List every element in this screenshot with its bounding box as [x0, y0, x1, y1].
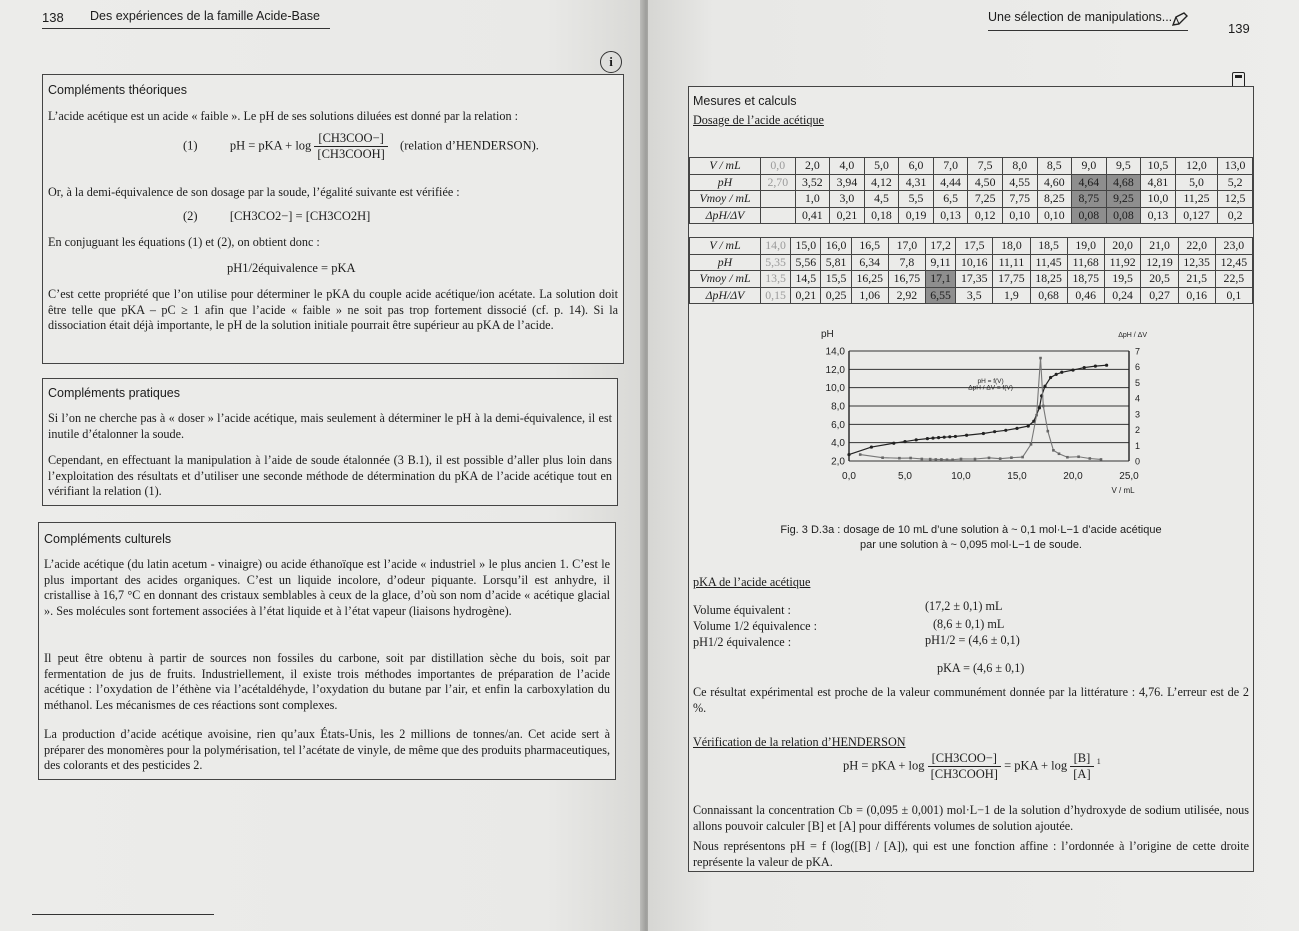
- table-cell: 12,19: [1141, 254, 1178, 271]
- section-title: Dosage de l’acide acétique: [693, 113, 824, 127]
- series-ph-point: [937, 436, 940, 439]
- table-cell: 3,94: [830, 174, 865, 191]
- table-cell: 16,0: [821, 238, 851, 255]
- table-cell: 0,10: [1002, 207, 1037, 224]
- left-page: [0, 0, 644, 931]
- figure-caption: [709, 523, 1233, 553]
- table-cell: 4,55: [1002, 174, 1037, 191]
- table-cell: 7,25: [968, 191, 1003, 208]
- table-cell: 19,5: [1104, 271, 1141, 288]
- table-cell: 22,5: [1215, 271, 1252, 288]
- value-ph-half: pH1/2 = (4,6 ± 0,1): [925, 633, 1020, 647]
- table-cell: 14,0: [761, 238, 791, 255]
- table-cell: 14,5: [791, 271, 821, 288]
- table-cell: 5,35: [761, 254, 791, 271]
- table-cell: 0,46: [1067, 287, 1104, 304]
- table-cell: 0,1: [1215, 287, 1252, 304]
- series-derivative-point: [999, 457, 1002, 460]
- paragraph: La production d’acide acétique avoisine, rien qu’aux États-Unis, les 2 millions de tonnes/an. Cet acide sert à préparer des monomères pour la polymérisation, tel l’acétate de vinyle, de même que des produits pharmaceutiques, des colorants et des pesticides 2.: [44, 727, 610, 772]
- x-tick-label: 25,0: [1119, 471, 1139, 482]
- label-ph-half: pH1/2 équivalence :: [693, 635, 792, 649]
- paragraph: C’est cette propriété que l’on utilise pour déterminer le pKA du couple acide acétique/ion acétate. La solution doit être telle que pKA – pC ≥ 1 afin que l’acide « faible » ne soit pas trop fortement dissocié (cf. p. 14). Si la dissociation était déjà importante, le pH de la solution initiale pourrait être supérieur au pKA de l’acide.: [48, 287, 618, 332]
- series-ph-point: [1083, 366, 1086, 369]
- box-complements-culturels: [38, 522, 616, 780]
- table-cell: 1,06: [851, 287, 888, 304]
- table-cell: 17,2: [925, 238, 955, 255]
- caption-line-1: Fig. 3 D.3a : dosage de 10 mL d’une solution à ~ 0,1 mol·L−1 d’acide acétique: [780, 524, 1162, 536]
- table-cell: 8,5: [1037, 158, 1072, 175]
- table-cell: 18,0: [993, 238, 1030, 255]
- table-row: [690, 254, 1253, 271]
- series-derivative-point: [951, 458, 954, 461]
- table-cell: 0,127: [1175, 207, 1218, 224]
- table-cell: 8,75: [1072, 191, 1107, 208]
- equation-fraction: [928, 751, 1001, 782]
- table-cell: 4,5: [864, 191, 899, 208]
- table-cell: 21,0: [1141, 238, 1178, 255]
- table-cell: 13,0: [1218, 158, 1253, 175]
- series-ph-point: [892, 442, 895, 445]
- right-page-number: 139: [1228, 21, 1250, 36]
- section-title: pKA de l’acide acétique: [693, 575, 811, 589]
- paragraph: Or, à la demi-équivalence de son dosage par la soude, l’égalité suivante est vérifiée :: [48, 185, 460, 199]
- series-derivative-point: [1100, 458, 1103, 461]
- series-derivative-line: [860, 358, 1101, 460]
- y2-tick-label: 1: [1135, 440, 1141, 451]
- series-ph-point: [1060, 371, 1063, 374]
- equation-numerator: [CH3COO−]: [314, 131, 387, 147]
- equation-denominator-2: [A]: [1073, 767, 1091, 781]
- table-cell: 5,0: [1175, 174, 1218, 191]
- box-title: Compléments théoriques: [48, 83, 187, 97]
- table-cell: 17,75: [993, 271, 1030, 288]
- right-header-rule: [988, 30, 1188, 31]
- table-cell: 5,2: [1218, 174, 1253, 191]
- table-cell: 20,0: [1104, 238, 1141, 255]
- table-cell: 9,5: [1106, 158, 1141, 175]
- series-derivative-point: [960, 458, 963, 461]
- x-axis-title: V / mL: [1111, 486, 1135, 495]
- table-cell: 4,60: [1037, 174, 1072, 191]
- paragraph: En conjuguant les équations (1) et (2), on obtient donc :: [48, 235, 320, 249]
- box-title: Mesures et calculs: [693, 94, 797, 108]
- table-cell: 12,5: [1218, 191, 1253, 208]
- series-ph-point: [870, 445, 873, 448]
- table-cell: 3,5: [956, 287, 993, 304]
- equation-fraction-2: [1070, 751, 1093, 782]
- table-cell: 23,0: [1215, 238, 1252, 255]
- series-ph-point: [954, 435, 957, 438]
- table-cell: 0,12: [968, 207, 1003, 224]
- table-cell: 0,13: [1141, 207, 1176, 224]
- series-ph-point: [926, 437, 929, 440]
- y2-tick-label: 3: [1135, 409, 1141, 420]
- series-ph-point: [943, 436, 946, 439]
- table-cell: 4,68: [1106, 174, 1141, 191]
- y2-tick-label: 2: [1135, 425, 1141, 436]
- series-derivative-point: [1042, 405, 1045, 408]
- box-mesures-et-calculs: [688, 86, 1254, 872]
- table-cell: 20,5: [1141, 271, 1178, 288]
- table-cell: 15,0: [791, 238, 821, 255]
- series-ph-point: [993, 430, 996, 433]
- table-cell: 10,16: [956, 254, 993, 271]
- paragraph: L’acide acétique est un acide « faible ». Le pH de ses solutions diluées est donné par la relation :: [48, 109, 518, 123]
- row-header: Vmoy / mL: [690, 271, 761, 288]
- series-ph-point: [903, 440, 906, 443]
- table-row: [690, 271, 1253, 288]
- series-ph-point: [915, 438, 918, 441]
- value-volume-equivalent: (17,2 ± 0,1) mL: [925, 599, 1003, 613]
- table-row: [690, 158, 1253, 175]
- box-title: Compléments pratiques: [48, 386, 181, 400]
- left-header-rule: [42, 28, 330, 29]
- table-cell: 0,27: [1141, 287, 1178, 304]
- legend-entry: ΔpH / ΔV = f(V): [968, 384, 1013, 392]
- series-derivative-point: [881, 456, 884, 459]
- equation-half-equivalence: [183, 209, 370, 224]
- equation-note: (relation d’HENDERSON).: [400, 138, 539, 153]
- paragraph: L’acide acétique (du latin acetum - vinaigre) ou acide éthanoïque est l’acide « industriel » le plus ancien 1. C’est le plus important des acides organiques. C’est un liquide incolore, d’odeur piquante. Lorsqu’il est anhydre, il cristallise à 16,7 °C en donnant des cristaux semblables à ceux de la glace, d’où son nom d’acide « acétique glacial ». Ses molécules sont fortement associées à l’état liquide et à l’état vapeur (liaisons hydrogène).: [44, 557, 610, 618]
- series-derivative-point: [1021, 456, 1024, 459]
- table-row: [690, 238, 1253, 255]
- table-cell: 18,25: [1030, 271, 1067, 288]
- series-derivative-point: [1066, 456, 1069, 459]
- series-ph-point: [847, 453, 850, 456]
- table-cell: 7,75: [1002, 191, 1037, 208]
- series-derivative-point: [1010, 456, 1013, 459]
- titration-chart: [799, 321, 1149, 501]
- table-cell: 17,35: [956, 271, 993, 288]
- y-axis-title: pH: [821, 329, 834, 340]
- series-ph-point: [931, 436, 934, 439]
- left-running-title: Des expériences de la famille Acide-Base: [90, 9, 320, 23]
- equation-left: pH = pKA + log: [843, 758, 925, 773]
- table-cell: [761, 191, 796, 208]
- paragraph: Si l’on ne cherche pas à « doser » l’acide acétique, mais seulement à déterminer le pH à la demi-équivalence, il est inutile d’étalonner la soude.: [48, 411, 612, 441]
- table-cell: 2,0: [795, 158, 830, 175]
- series-ph-point: [1105, 364, 1108, 367]
- table-cell: 7,8: [888, 254, 925, 271]
- table-cell: 16,5: [851, 238, 888, 255]
- table-cell: 5,81: [821, 254, 851, 271]
- series-ph-point: [1027, 424, 1030, 427]
- table-cell: 7,5: [968, 158, 1003, 175]
- table-row: [690, 207, 1253, 224]
- table-cell: 17,0: [888, 238, 925, 255]
- series-ph-point: [982, 432, 985, 435]
- equation-denominator: [CH3COOH]: [317, 147, 385, 161]
- y2-tick-label: 7: [1135, 346, 1141, 357]
- table-cell: 11,45: [1030, 254, 1067, 271]
- table-cell: 6,34: [851, 254, 888, 271]
- table-cell: 4,44: [933, 174, 968, 191]
- series-ph-point: [1049, 376, 1052, 379]
- table-cell: 19,0: [1067, 238, 1104, 255]
- table-cell: 8,0: [1002, 158, 1037, 175]
- table-cell: 10,5: [1141, 158, 1176, 175]
- table-cell: 0,18: [864, 207, 899, 224]
- equation-pka: pH1/2équivalence = pKA: [227, 261, 356, 275]
- equation-denominator: [CH3COOH]: [930, 767, 998, 781]
- table-cell: 16,25: [851, 271, 888, 288]
- series-derivative-point: [1047, 430, 1050, 433]
- table-cell: 12,0: [1175, 158, 1218, 175]
- equation-numerator: [CH3COO−]: [928, 751, 1001, 767]
- right-running-title: Une sélection de manipulations...: [988, 10, 1173, 24]
- table-cell: 6,5: [933, 191, 968, 208]
- value-volume-half: (8,6 ± 0,1) mL: [933, 617, 1005, 631]
- series-derivative-point: [1052, 449, 1055, 452]
- y-tick-label: 6,0: [831, 419, 845, 431]
- table-titration-1: [689, 157, 1253, 224]
- table-cell: 1,0: [795, 191, 830, 208]
- paragraph-representation: Nous représentons pH = f (log([B] / [A]), qui est une fonction affine : l’ordonnée à l’origine de cette droite représente la valeur de pKA.: [693, 839, 1249, 869]
- table-cell: [761, 207, 796, 224]
- equation-label: (1): [183, 138, 198, 153]
- table-row: [690, 191, 1253, 208]
- table-cell: 0,41: [795, 207, 830, 224]
- table-cell: 15,5: [821, 271, 851, 288]
- table-cell: 5,5: [899, 191, 934, 208]
- series-ph-point: [1038, 406, 1041, 409]
- table-cell: 0,08: [1106, 207, 1141, 224]
- series-ph-point: [1015, 427, 1018, 430]
- footnote-rule: [32, 914, 214, 915]
- table-cell: 17,5: [956, 238, 993, 255]
- series-derivative-point: [935, 458, 938, 461]
- right-page: [648, 0, 1299, 931]
- table-cell: 0,13: [933, 207, 968, 224]
- table-cell: 1,9: [993, 287, 1030, 304]
- series-derivative-point: [940, 458, 943, 461]
- table-cell: 0,21: [791, 287, 821, 304]
- equation-middle: = pKA + log: [1004, 758, 1068, 773]
- series-derivative-point: [988, 457, 991, 460]
- series-derivative-point: [921, 458, 924, 461]
- row-header: ΔpH/ΔV: [690, 287, 761, 304]
- table-cell: 13,5: [761, 271, 791, 288]
- row-header: ΔpH/ΔV: [690, 207, 761, 224]
- series-ph-point: [1043, 385, 1046, 388]
- row-header: V / mL: [690, 158, 761, 175]
- table-cell: 0,2: [1218, 207, 1253, 224]
- table-cell: 11,68: [1067, 254, 1104, 271]
- series-ph-point: [965, 434, 968, 437]
- left-page-number: 138: [42, 10, 64, 25]
- table-cell: 12,35: [1178, 254, 1215, 271]
- table-cell: 0,10: [1037, 207, 1072, 224]
- pencil-icon: [1172, 12, 1188, 26]
- pka-result: pKA = (4,6 ± 0,1): [937, 661, 1025, 675]
- row-header: pH: [690, 174, 761, 191]
- table-cell: 0,19: [899, 207, 934, 224]
- x-tick-label: 10,0: [951, 471, 971, 482]
- y-tick-label: 2,0: [831, 456, 845, 468]
- table-cell: 12,45: [1215, 254, 1252, 271]
- series-derivative-point: [1058, 452, 1061, 455]
- table-cell: 5,0: [864, 158, 899, 175]
- series-derivative-point: [898, 457, 901, 460]
- table-cell: 4,81: [1141, 174, 1176, 191]
- table-cell: 0,16: [1178, 287, 1215, 304]
- table-cell: 4,50: [968, 174, 1003, 191]
- table-cell: 3,0: [830, 191, 865, 208]
- row-header: pH: [690, 254, 761, 271]
- table-row: [690, 287, 1253, 304]
- box-title: Compléments culturels: [44, 532, 172, 546]
- label-volume-equivalent: Volume équivalent :: [693, 603, 791, 617]
- series-ph-point: [1071, 368, 1074, 371]
- series-derivative-point: [946, 458, 949, 461]
- row-header: Vmoy / mL: [690, 191, 761, 208]
- info-icon: i: [600, 51, 622, 73]
- series-derivative-point: [929, 458, 932, 461]
- series-ph-point: [1055, 373, 1058, 376]
- table-cell: 17,1: [925, 271, 955, 288]
- table-cell: 6,55: [925, 287, 955, 304]
- table-cell: 10,0: [1141, 191, 1176, 208]
- table-cell: 2,92: [888, 287, 925, 304]
- series-derivative-point: [859, 453, 862, 456]
- equation-footnote-mark: 1: [1096, 757, 1101, 767]
- row-header: V / mL: [690, 238, 761, 255]
- table-cell: 4,0: [830, 158, 865, 175]
- x-tick-label: 15,0: [1007, 471, 1027, 482]
- y2-tick-label: 6: [1135, 362, 1141, 373]
- series-ph-point: [948, 435, 951, 438]
- table-cell: 9,25: [1106, 191, 1141, 208]
- equation-fraction: [314, 131, 387, 162]
- table-cell: 11,11: [993, 254, 1030, 271]
- x-tick-label: 20,0: [1063, 471, 1083, 482]
- table-cell: 0,15: [761, 287, 791, 304]
- table-cell: 6,0: [899, 158, 934, 175]
- equation-left: pH = pKA + log: [229, 138, 312, 153]
- table-cell: 7,0: [933, 158, 968, 175]
- table-cell: 5,56: [791, 254, 821, 271]
- x-tick-label: 5,0: [898, 471, 912, 482]
- table-titration-2: [689, 237, 1253, 304]
- y-tick-label: 8,0: [831, 401, 845, 413]
- table-cell: 11,92: [1104, 254, 1141, 271]
- y-tick-label: 12,0: [825, 364, 845, 376]
- legend-entry: pH = f(V): [977, 378, 1004, 386]
- y-tick-label: 14,0: [825, 346, 845, 358]
- table-cell: 3,52: [795, 174, 830, 191]
- table-cell: 0,0: [761, 158, 796, 175]
- series-derivative-point: [1089, 457, 1092, 460]
- table-cell: 16,75: [888, 271, 925, 288]
- y2-tick-label: 5: [1135, 377, 1141, 388]
- equation-label: (2): [183, 209, 198, 223]
- caption-line-2: par une solution à ~ 0,095 mol·L−1 de soude.: [860, 539, 1082, 551]
- paragraph: Il peut être obtenu à partir de sources non fossiles du carbone, soit par distillation sèche du bois, soit par fermentation de jus de fruits. Industriellement, il existe trois méthodes importantes de préparation de l’acide acétique : l’oxydation de l’éthène via l’acétaldéhyde, l’oxydation du butane par l’air, et enfin la carboxylation du méthanol. Les mécanismes de ces réactions sont complexes.: [44, 651, 610, 712]
- table-cell: 9,0: [1072, 158, 1107, 175]
- series-derivative-point: [1039, 357, 1042, 360]
- section-title: Vérification de la relation d’HENDERSON: [693, 735, 906, 749]
- table-cell: 22,0: [1178, 238, 1215, 255]
- series-derivative-point: [909, 457, 912, 460]
- table-cell: 0,08: [1072, 207, 1107, 224]
- table-cell: 4,64: [1072, 174, 1107, 191]
- y2-tick-label: 4: [1135, 393, 1141, 404]
- table-cell: 9,11: [925, 254, 955, 271]
- paragraph-result: Ce résultat expérimental est proche de la valeur communément donnée par la littérature : 4,76. L’erreur est de 2 %.: [693, 685, 1249, 715]
- y2-tick-label: 0: [1135, 456, 1141, 467]
- series-derivative-point: [1035, 414, 1038, 417]
- table-cell: 0,68: [1030, 287, 1067, 304]
- table-cell: 2,70: [761, 174, 796, 191]
- series-ph-point: [1004, 429, 1007, 432]
- table-cell: 18,5: [1030, 238, 1067, 255]
- table-cell: 0,21: [830, 207, 865, 224]
- equation-numerator-2: [B]: [1070, 751, 1093, 767]
- table-cell: 4,12: [864, 174, 899, 191]
- table-cell: 8,25: [1037, 191, 1072, 208]
- y-tick-label: 4,0: [831, 438, 845, 450]
- series-derivative-point: [1030, 443, 1033, 446]
- equation-henderson: [183, 131, 539, 162]
- table-cell: 18,75: [1067, 271, 1104, 288]
- y-tick-label: 10,0: [825, 383, 845, 395]
- table-cell: 4,31: [899, 174, 934, 191]
- table-cell: 21,5: [1178, 271, 1215, 288]
- equation-body: [CH3CO2−] = [CH3CO2H]: [229, 209, 371, 223]
- box-complements-pratiques: [42, 378, 618, 506]
- series-ph-point: [1094, 365, 1097, 368]
- box-complements-theoriques: [42, 74, 624, 364]
- series-derivative-point: [974, 458, 977, 461]
- equation-henderson-check: [843, 751, 1101, 782]
- paragraph-concentration: Connaissant la concentration Cb = (0,095 ± 0,001) mol·L−1 de la solution d’hydroxyde de sodium utilisée, nous allons pouvoir calculer [B] et [A] pour différents volumes de solution ajoutée.: [693, 803, 1249, 833]
- table-cell: 11,25: [1175, 191, 1218, 208]
- table-cell: 0,24: [1104, 287, 1141, 304]
- x-tick-label: 0,0: [842, 471, 856, 482]
- series-derivative-point: [1077, 455, 1080, 458]
- paragraph: Cependant, en effectuant la manipulation à l’aide de soude étalonnée (3 B.1), il est possible d’aller plus loin dans l’exploitation des résultats et d’utiliser une seconde méthode de détermination du pKA de l’acide acétique tout en vérifiant la relation (1).: [48, 453, 612, 498]
- table-cell: 0,25: [821, 287, 851, 304]
- label-volume-half: Volume 1/2 équivalence :: [693, 619, 817, 633]
- y2-axis-title: ΔpH / ΔV: [1118, 332, 1147, 339]
- table-row: [690, 174, 1253, 191]
